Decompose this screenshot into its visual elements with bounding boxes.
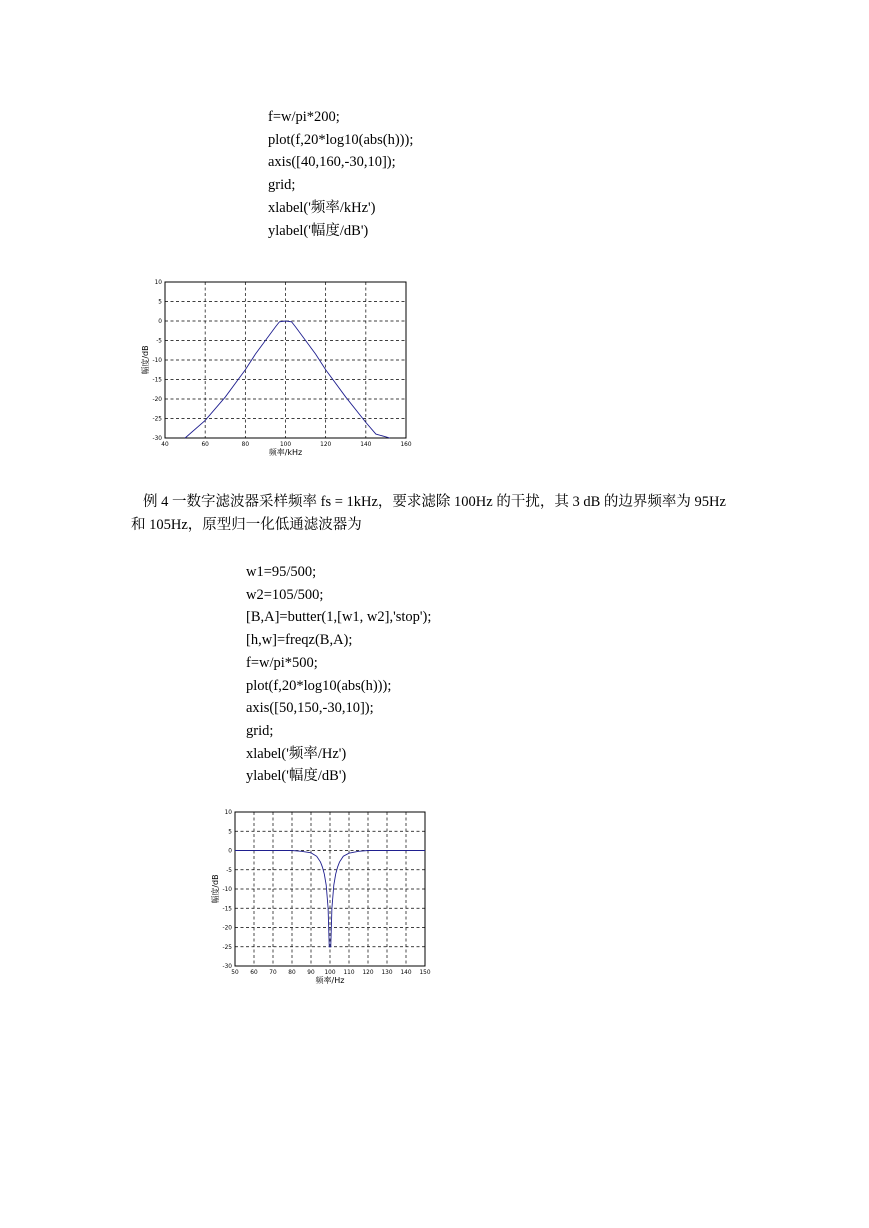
y-tick-label: 0 xyxy=(158,319,162,325)
y-tick-label: 5 xyxy=(158,299,162,306)
code-1-line: ylabel('幅度/dB') xyxy=(268,222,369,239)
code-2-line: w1=95/500; xyxy=(246,564,317,580)
example-line-1: 例 4 一数字滤波器采样频率 fs = 1kHz，要求滤除 100Hz 的干扰，其 3 dB 的边界频率为 95Hz xyxy=(143,494,726,510)
y-axis-label: 幅度/dB xyxy=(141,345,150,375)
y-tick-label: -5 xyxy=(156,338,162,345)
code-2-line: ylabel('幅度/dB') xyxy=(246,768,347,785)
code-1-line: xlabel('频率/kHz') xyxy=(268,199,376,216)
y-tick-label: 10 xyxy=(154,280,162,286)
code-2-line: [h,w]=freqz(B,A); xyxy=(246,632,353,649)
y-tick-label: 0 xyxy=(228,848,232,855)
code-2-line: f=w/pi*500; xyxy=(246,654,318,671)
x-tick-label: 60 xyxy=(201,442,209,448)
x-tick-label: 80 xyxy=(241,442,250,448)
x-tick-label: 140 xyxy=(360,442,372,448)
y-tick-label: -20 xyxy=(152,397,162,403)
x-tick-label: 140 xyxy=(400,970,412,976)
y-tick-label: -25 xyxy=(222,944,232,951)
y-tick-label: -20 xyxy=(222,925,232,932)
y-tick-label: -10 xyxy=(152,358,162,364)
y-axis-label: 幅度/dB xyxy=(211,874,220,904)
y-tick-label: 10 xyxy=(224,810,232,816)
x-axis-label: 频率/kHz xyxy=(268,448,303,457)
example-line-2: 和 105Hz，原型归一化低通滤波器为 xyxy=(131,517,362,533)
x-tick-label: 50 xyxy=(231,970,239,976)
x-tick-label: 100 xyxy=(324,970,336,976)
y-tick-label: -15 xyxy=(222,906,232,913)
x-tick-label: 60 xyxy=(250,970,258,976)
y-tick-label: -30 xyxy=(152,436,162,442)
x-tick-label: 130 xyxy=(381,970,393,976)
code-1-line: f=w/pi*200; xyxy=(268,109,340,125)
code-2-line: axis([50,150,-30,10]); xyxy=(246,700,374,717)
y-tick-label: -30 xyxy=(222,964,232,970)
x-tick-label: 100 xyxy=(279,442,292,448)
x-tick-label: 110 xyxy=(343,970,355,976)
x-tick-label: 150 xyxy=(419,970,431,976)
code-2-line: grid; xyxy=(246,722,274,739)
response-curve xyxy=(235,851,425,947)
y-tick-label: -5 xyxy=(226,867,232,874)
code-1-line: grid; xyxy=(268,177,296,194)
code-2-line: xlabel('频率/Hz') xyxy=(246,745,347,762)
y-tick-label: -25 xyxy=(152,416,162,423)
code-1-line: plot(f,20*log10(abs(h))); xyxy=(268,131,414,148)
x-tick-label: 70 xyxy=(269,970,277,976)
x-axis-label: 频率/Hz xyxy=(315,976,345,985)
x-tick-label: 40 xyxy=(161,442,169,448)
x-tick-label: 120 xyxy=(320,442,332,448)
code-1-line: axis([40,160,-30,10]); xyxy=(268,154,396,171)
code-2-line: w2=105/500; xyxy=(246,586,324,603)
y-tick-label: 5 xyxy=(228,829,232,836)
y-tick-label: -10 xyxy=(222,887,232,893)
code-2-line: [B,A]=butter(1,[w1, w2],'stop'); xyxy=(246,609,432,626)
x-tick-label: 120 xyxy=(362,970,374,976)
x-tick-label: 90 xyxy=(307,970,315,976)
x-tick-label: 160 xyxy=(400,442,412,448)
code-2-line: plot(f,20*log10(abs(h))); xyxy=(246,677,392,694)
y-tick-label: -15 xyxy=(152,377,162,384)
x-tick-label: 80 xyxy=(288,970,296,976)
